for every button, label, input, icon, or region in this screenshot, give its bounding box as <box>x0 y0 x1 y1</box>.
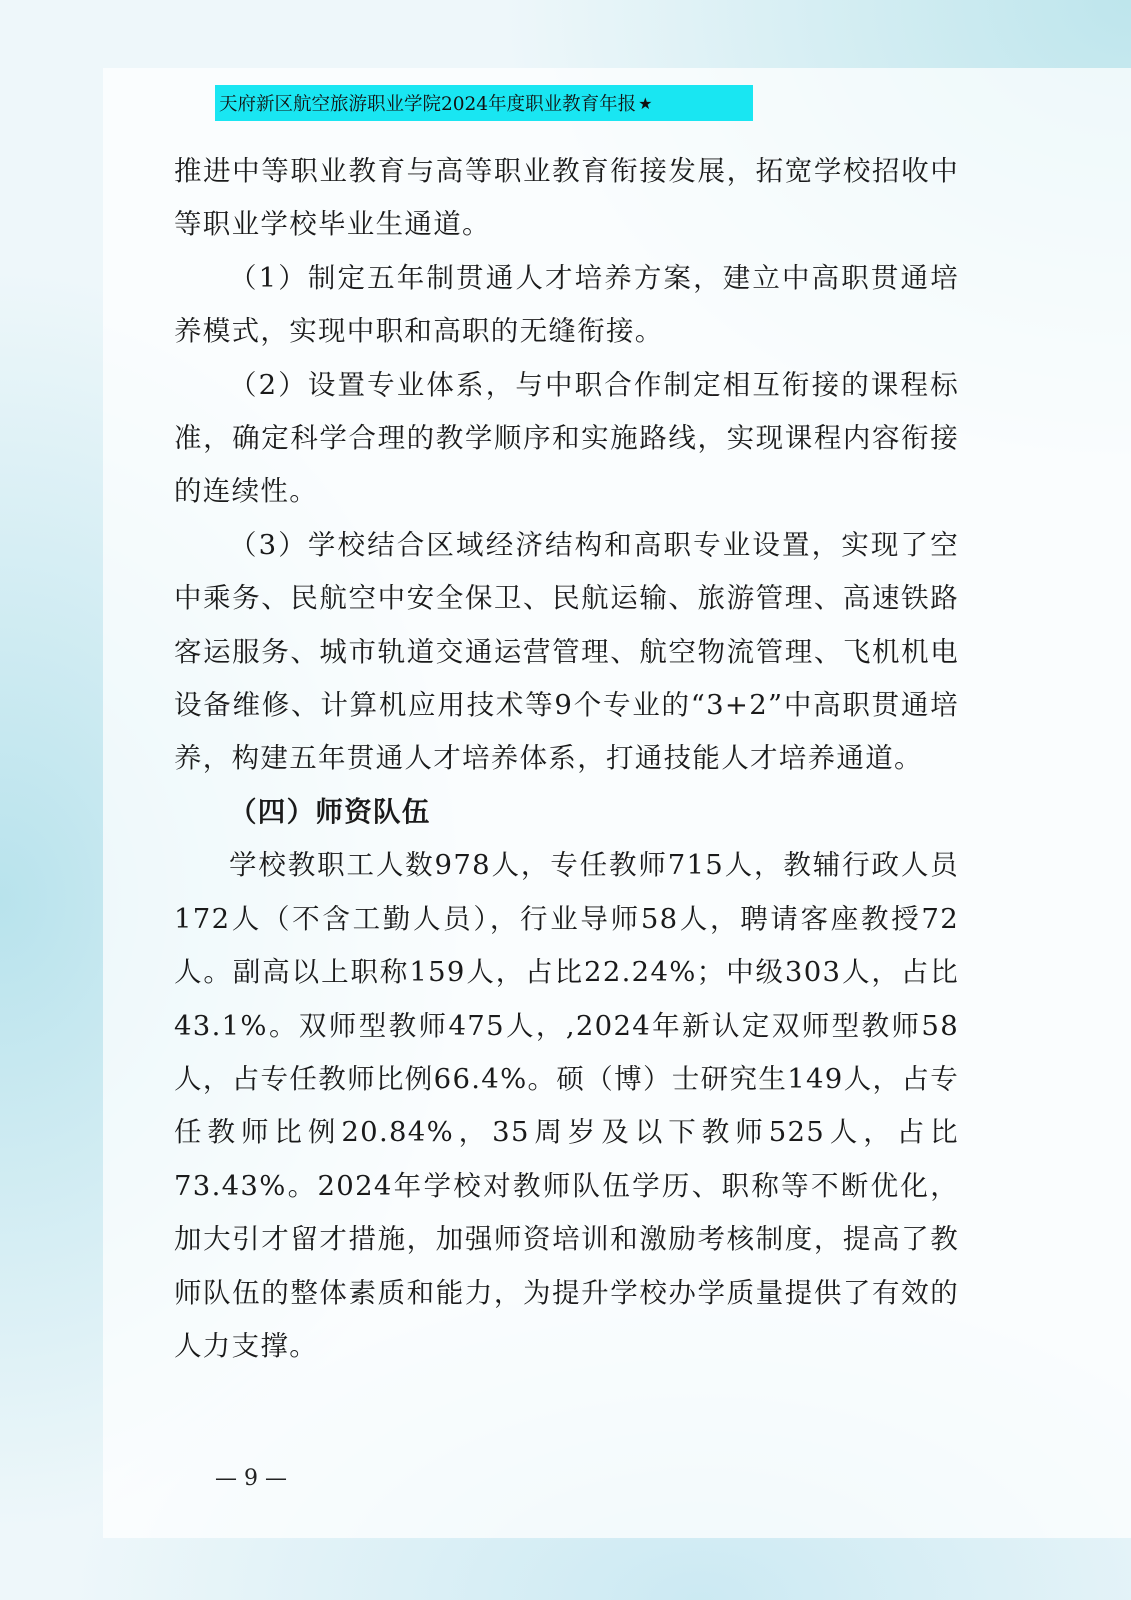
body-paragraph-1: 推进中等职业教育与高等职业教育衔接发展，拓宽学校招收中等职业学校毕业生通道。 <box>174 155 959 241</box>
body-paragraph-2: （1）制定五年制贯通人才培养方案，建立中高职贯通培养模式，实现中职和高职的无缝衔接。 <box>174 261 959 348</box>
faculty-paragraph: 学校教职工人数978人，专任教师715人，教辅行政人员172人（不含工勤人员），行业导师58人，聘请客座教授72人。副高以上职称159人，占比22.24%；中级303人，占比43.1%。双师型教师475人，,2024年新认定双师型教师58人，占专任教师比例66.4%。硕（博）士研究生149人，占专任教师比例20.84%，35周岁及以下教师525人，占比73.43%。2024年学校对教师队伍学历、职称等不断优化，加大引才留才措施，加强师资培训和激励考核制度，提高了教师队伍的整体素质和能力，为提升学校办学质量提供了有效的人力支撑。 <box>174 849 959 1362</box>
document-body <box>174 145 959 1373</box>
star-icon: ★ <box>638 93 653 113</box>
body-paragraph-3: （2）设置专业体系，与中职合作制定相互衔接的课程标准，确定科学合理的教学顺序和实施路线，实现课程内容衔接的连续性。 <box>174 368 959 508</box>
report-header-banner <box>215 85 753 121</box>
page-number: — 9 — <box>215 1466 287 1491</box>
body-paragraph-4: （3）学校结合区域经济结构和高职专业设置，实现了空中乘务、民航空中安全保卫、民航运输、旅游管理、高速铁路客运服务、城市轨道交通运营管理、航空物流管理、飞机机电设备维修、计算机应用技术等9个专业的“3+2”中高职贯通培养，构建五年贯通人才培养体系，打通技能人才培养通道。 <box>174 528 959 775</box>
section-heading-faculty: （四）师资队伍 <box>229 795 431 828</box>
report-header-title: 天府新区航空旅游职业学院2024年度职业教育年报 <box>219 94 637 115</box>
